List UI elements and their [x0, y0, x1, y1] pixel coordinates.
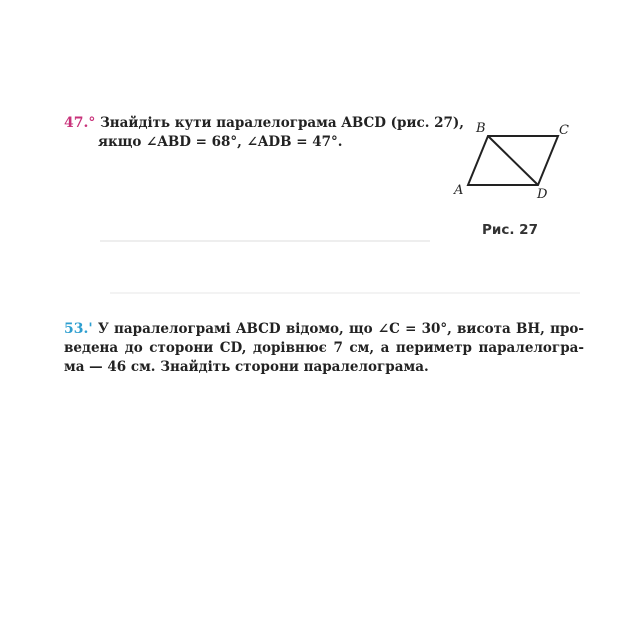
problem-53-line-1 [64, 320, 584, 339]
figure-27-caption: Рис. 27 [482, 222, 538, 238]
vertex-label-b: B [476, 121, 486, 136]
scan-artifact-line [100, 240, 430, 242]
diagonal-bd [488, 136, 538, 185]
problem-47 [64, 114, 464, 152]
problem-53-number: 53.' [64, 321, 93, 337]
problem-47-line-1 [64, 114, 464, 133]
problem-53-text-3: ма — 46 см. Знайдіть сторони паралелограма. [64, 359, 429, 375]
problem-47-number: 47.° [64, 115, 96, 131]
problem-47-text-1: Знайдіть кути паралелограма ABCD (рис. 27), [100, 115, 464, 131]
problem-53-text-2: ведена до сторони CD, дорівнює 7 см, а периметр паралелогра- [64, 340, 584, 356]
vertex-label-d: D [537, 187, 548, 202]
problem-47-text-2: якщо ∠ABD = 68°, ∠ADB = 47°. [98, 134, 343, 150]
figure-27-parallelogram [450, 118, 580, 208]
problem-53-text-1: У паралелограмі ABCD відомо, що ∠C = 30°, висота BH, про- [97, 321, 585, 337]
problem-53 [64, 320, 584, 377]
vertex-label-c: C [559, 123, 569, 138]
vertex-label-a: A [454, 183, 464, 198]
scan-artifact-line [110, 292, 580, 294]
